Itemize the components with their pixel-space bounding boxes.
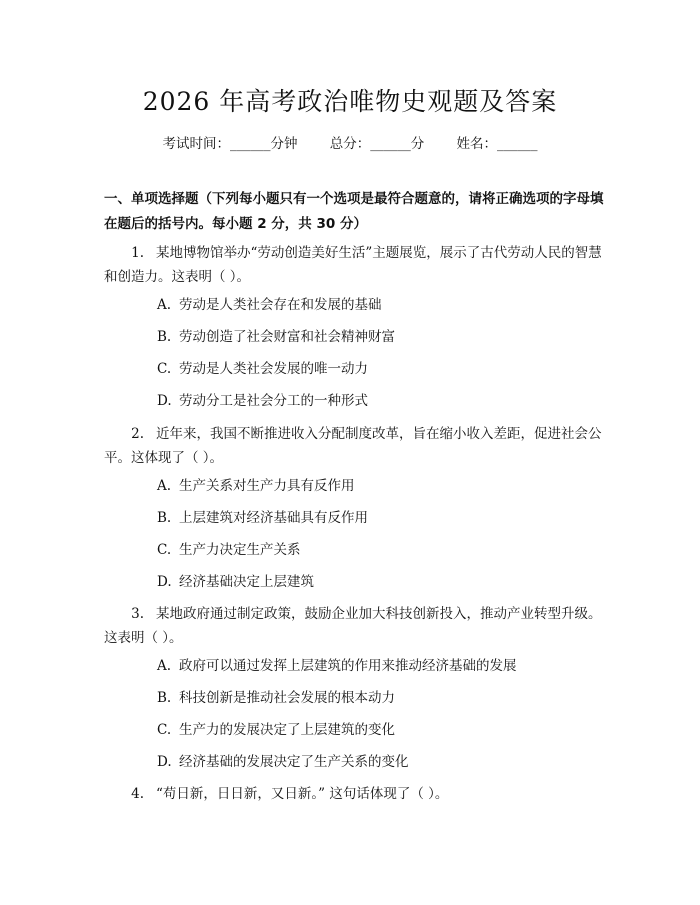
option <box>157 656 517 676</box>
option-text: 劳动分工是社会分工的一种形式 <box>179 393 368 409</box>
option-letter: D. <box>157 754 172 770</box>
question-stem <box>104 241 604 289</box>
question-text: 近年来，我国不断推进收入分配制度改革，旨在缩小收入差距，促进社会公平。这体现了（ ）。 <box>104 426 602 466</box>
option-letter: C. <box>157 722 172 738</box>
question-text: 某地博物馆举办“劳动创造美好生活”主题展览，展示了古代劳动人民的智慧和创造力。这表明（ ）。 <box>104 245 602 285</box>
option-text: 政府可以通过发挥上层建筑的作用来推动经济基础的发展 <box>179 658 517 674</box>
option-letter: B. <box>157 510 172 526</box>
option-letter: D. <box>157 574 172 590</box>
option-text: 生产关系对生产力具有反作用 <box>179 478 355 494</box>
document-title: 2026 年高考政治唯物史观题及答案 <box>142 87 558 116</box>
option <box>157 476 355 496</box>
option-text: 劳动创造了社会财富和社会精神财富 <box>179 329 395 345</box>
option <box>157 540 301 560</box>
option-text: 经济基础的发展决定了生产关系的变化 <box>179 754 409 770</box>
question-number: 2. <box>131 426 144 442</box>
option <box>157 359 368 379</box>
question-stem <box>104 602 604 650</box>
question-number: 4. <box>131 786 144 802</box>
option-text: 上层建筑对经济基础具有反作用 <box>179 510 368 526</box>
option-text: 科技创新是推动社会发展的根本动力 <box>179 690 395 706</box>
option <box>157 688 395 708</box>
option <box>157 508 368 528</box>
option-text: 经济基础决定上层建筑 <box>179 574 314 590</box>
option-letter: D. <box>157 393 172 409</box>
question-text: “苟日新，日日新，又日新。” 这句话体现了（ ）。 <box>156 786 449 802</box>
option-letter: B. <box>157 329 172 345</box>
exam-info <box>0 132 700 152</box>
option-text: 生产力的发展决定了上层建筑的变化 <box>179 722 395 738</box>
option-letter: B. <box>157 690 172 706</box>
question-number: 1. <box>131 245 144 261</box>
option-letter: C. <box>157 361 172 377</box>
option <box>157 572 314 592</box>
option-text: 生产力决定生产关系 <box>179 542 301 558</box>
question-stem <box>104 422 604 470</box>
option <box>157 327 395 347</box>
section-heading: 一、单项选择题（下列每小题只有一个选项是最符合题意的，请将正确选项的字母填在题后的括号内。每小题 2 分，共 30 分） <box>104 191 604 232</box>
option <box>157 720 395 740</box>
option <box>157 752 409 772</box>
exam-time-field: 考试时间：______分钟 <box>162 136 298 152</box>
option-letter: C. <box>157 542 172 558</box>
option-letter: A. <box>157 658 172 674</box>
option <box>157 295 382 315</box>
option-letter: A. <box>157 478 172 494</box>
question-text: 某地政府通过制定政策，鼓励企业加大科技创新投入，推动产业转型升级。这表明（ ）。 <box>104 606 602 646</box>
option-text: 劳动是人类社会存在和发展的基础 <box>179 297 382 313</box>
question-number: 3. <box>131 606 144 622</box>
question-stem <box>104 782 604 806</box>
option-text: 劳动是人类社会发展的唯一动力 <box>179 361 368 377</box>
total-score-field: 总分：______分 <box>329 136 425 152</box>
option-letter: A. <box>157 297 172 313</box>
student-name-field: 姓名：______ <box>456 136 538 152</box>
option <box>157 391 368 411</box>
